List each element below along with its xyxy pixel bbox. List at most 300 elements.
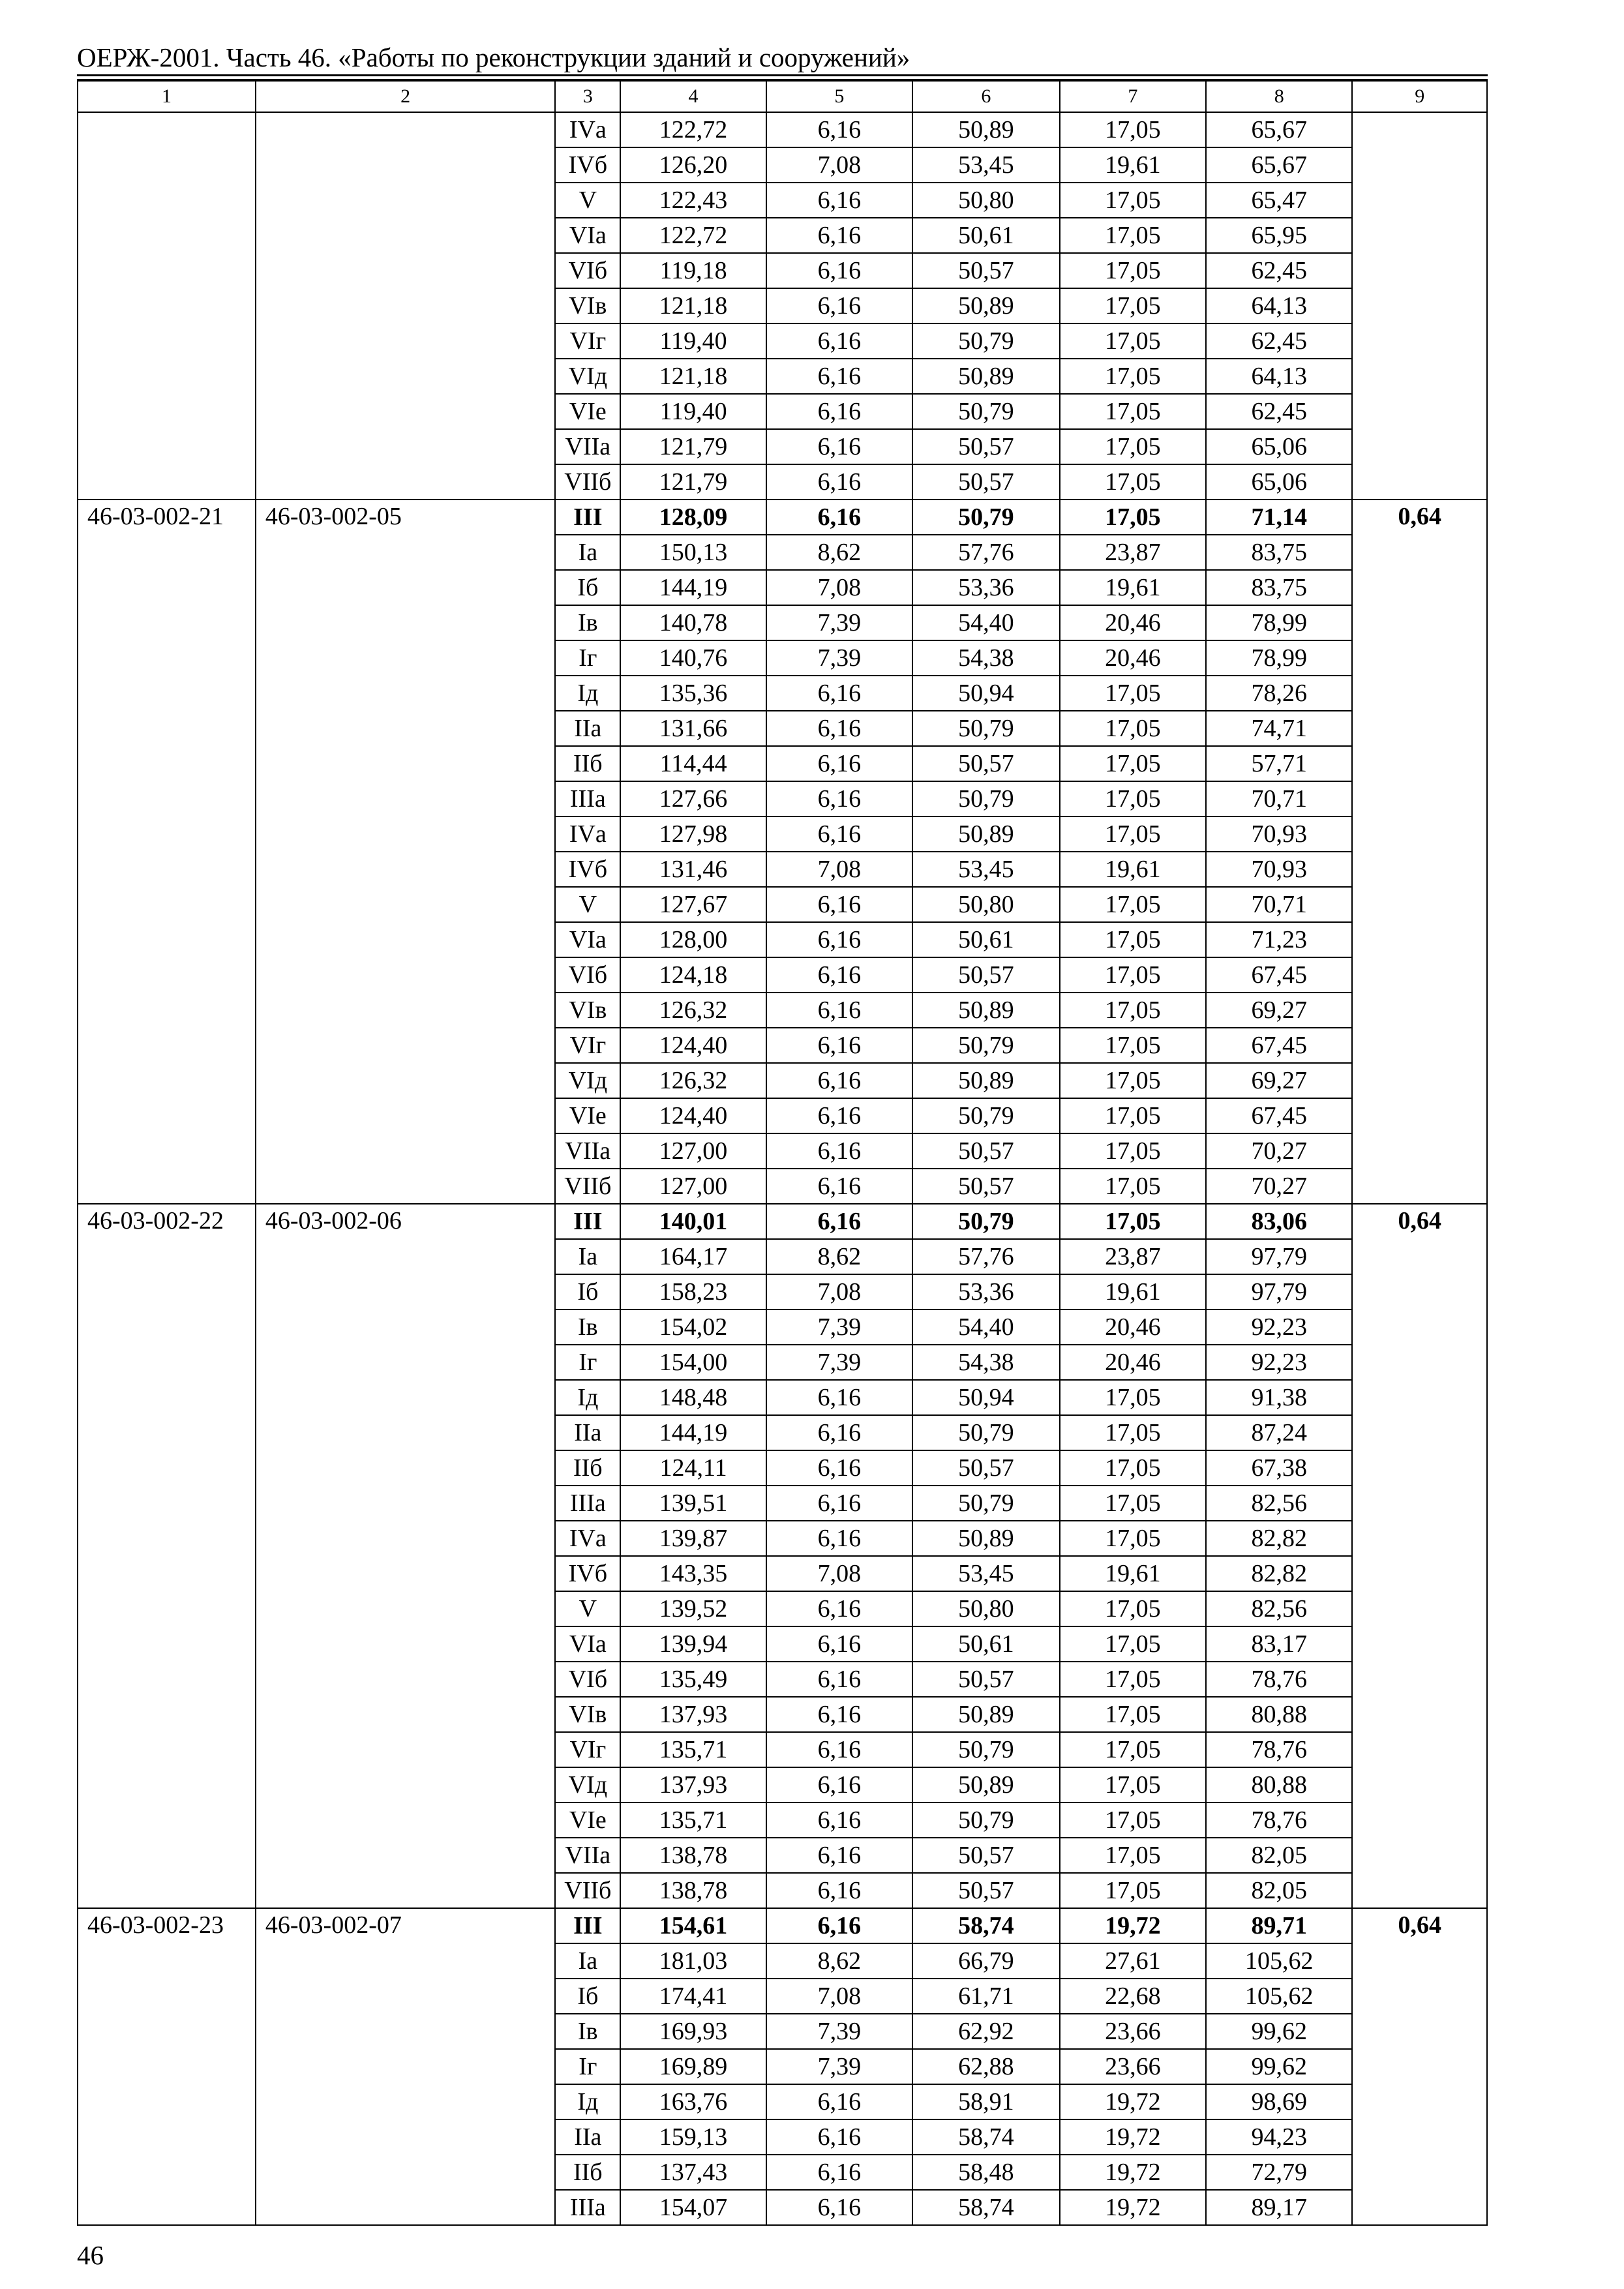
- value-cell: 121,18: [620, 359, 766, 394]
- value-cell: 127,66: [620, 781, 766, 816]
- zone-cell: V: [555, 183, 620, 218]
- zone-cell: III: [555, 1908, 620, 1943]
- value-cell: 154,07: [620, 2190, 766, 2225]
- value-cell: 64,13: [1206, 359, 1352, 394]
- value-cell: 127,67: [620, 887, 766, 922]
- zone-cell: IIб: [555, 746, 620, 781]
- table-row: [78, 500, 1487, 535]
- value-cell: 83,06: [1206, 1204, 1352, 1239]
- value-cell: 17,05: [1060, 1521, 1206, 1556]
- value-cell: 17,05: [1060, 253, 1206, 288]
- value-cell: 50,80: [912, 1591, 1059, 1626]
- zone-cell: VIа: [555, 1626, 620, 1662]
- zone-cell: VIIа: [555, 1838, 620, 1873]
- value-cell: 66,79: [912, 1943, 1059, 1979]
- value-cell: 20,46: [1060, 640, 1206, 676]
- value-cell: 50,57: [912, 1133, 1059, 1169]
- value-cell: 80,88: [1206, 1767, 1352, 1803]
- value-cell: 6,16: [766, 1591, 912, 1626]
- value-cell: 6,16: [766, 1626, 912, 1662]
- value-cell: 17,05: [1060, 1626, 1206, 1662]
- value-cell: 8,62: [766, 1239, 912, 1274]
- value-cell: 124,11: [620, 1450, 766, 1486]
- value-cell: 131,66: [620, 711, 766, 746]
- value-cell: 82,82: [1206, 1521, 1352, 1556]
- value-cell: 54,38: [912, 1345, 1059, 1380]
- zone-cell: IVб: [555, 147, 620, 183]
- zone-cell: VIе: [555, 1098, 620, 1133]
- value-cell: 57,76: [912, 535, 1059, 570]
- value-cell: 6,16: [766, 1767, 912, 1803]
- value-cell: 6,16: [766, 394, 912, 429]
- value-cell: 78,26: [1206, 676, 1352, 711]
- table-row: [78, 1908, 1487, 1943]
- value-cell: 17,05: [1060, 183, 1206, 218]
- value-cell: 70,27: [1206, 1133, 1352, 1169]
- value-cell: 17,05: [1060, 1415, 1206, 1450]
- value-cell: 50,79: [912, 1803, 1059, 1838]
- value-cell: 119,18: [620, 253, 766, 288]
- zone-cell: IIа: [555, 1415, 620, 1450]
- base-rate-code-cell: [256, 112, 555, 500]
- value-cell: 50,79: [912, 1486, 1059, 1521]
- value-cell: 6,16: [766, 1098, 912, 1133]
- zone-cell: IIа: [555, 711, 620, 746]
- value-cell: 82,82: [1206, 1556, 1352, 1591]
- value-cell: 97,79: [1206, 1274, 1352, 1309]
- zone-cell: VIв: [555, 1697, 620, 1732]
- value-cell: 54,40: [912, 605, 1059, 640]
- value-cell: 6,16: [766, 253, 912, 288]
- value-cell: 17,05: [1060, 1697, 1206, 1732]
- rate-code-cell: 46-03-002-22: [78, 1204, 256, 1908]
- value-cell: 80,88: [1206, 1697, 1352, 1732]
- value-cell: 6,16: [766, 1028, 912, 1063]
- zone-cell: IIб: [555, 1450, 620, 1486]
- zone-cell: IVа: [555, 112, 620, 147]
- value-cell: 69,27: [1206, 1063, 1352, 1098]
- value-cell: 54,40: [912, 1309, 1059, 1345]
- value-cell: 6,16: [766, 183, 912, 218]
- value-cell: 94,23: [1206, 2119, 1352, 2155]
- value-cell: 19,72: [1060, 2190, 1206, 2225]
- value-cell: 57,71: [1206, 746, 1352, 781]
- value-cell: 83,17: [1206, 1626, 1352, 1662]
- zone-cell: IIа: [555, 2119, 620, 2155]
- table-row: [78, 1204, 1487, 1239]
- zone-cell: Iа: [555, 1943, 620, 1979]
- value-cell: 19,61: [1060, 147, 1206, 183]
- value-cell: 71,14: [1206, 500, 1352, 535]
- value-cell: 70,93: [1206, 852, 1352, 887]
- value-cell: 6,16: [766, 1521, 912, 1556]
- value-cell: 78,76: [1206, 1803, 1352, 1838]
- value-cell: 127,98: [620, 816, 766, 852]
- value-cell: 53,45: [912, 852, 1059, 887]
- value-cell: 50,89: [912, 112, 1059, 147]
- value-cell: 50,57: [912, 746, 1059, 781]
- zone-cell: VIв: [555, 993, 620, 1028]
- value-cell: 50,57: [912, 429, 1059, 464]
- zone-cell: Iв: [555, 2014, 620, 2049]
- value-cell: 17,05: [1060, 1662, 1206, 1697]
- value-cell: 6,16: [766, 1133, 912, 1169]
- value-cell: 6,16: [766, 816, 912, 852]
- value-cell: 8,62: [766, 1943, 912, 1979]
- base-rate-code-cell: 46-03-002-07: [256, 1908, 555, 2225]
- value-cell: 135,71: [620, 1803, 766, 1838]
- value-cell: 7,39: [766, 1309, 912, 1345]
- zone-cell: III: [555, 1204, 620, 1239]
- value-cell: 17,05: [1060, 464, 1206, 500]
- value-cell: 137,93: [620, 1767, 766, 1803]
- value-cell: 17,05: [1060, 1838, 1206, 1873]
- value-cell: 119,40: [620, 394, 766, 429]
- value-cell: 17,05: [1060, 1063, 1206, 1098]
- zone-cell: III: [555, 500, 620, 535]
- value-cell: 105,62: [1206, 1943, 1352, 1979]
- value-cell: 140,78: [620, 605, 766, 640]
- zone-cell: Iг: [555, 640, 620, 676]
- value-cell: 143,35: [620, 1556, 766, 1591]
- value-cell: 57,76: [912, 1239, 1059, 1274]
- zone-cell: Iв: [555, 605, 620, 640]
- value-cell: 50,89: [912, 288, 1059, 323]
- value-cell: 6,16: [766, 429, 912, 464]
- value-cell: 17,05: [1060, 394, 1206, 429]
- value-cell: 58,74: [912, 2190, 1059, 2225]
- value-cell: 19,61: [1060, 1274, 1206, 1309]
- zone-cell: Iа: [555, 1239, 620, 1274]
- value-cell: 154,00: [620, 1345, 766, 1380]
- zone-cell: IVб: [555, 852, 620, 887]
- zone-cell: Iд: [555, 676, 620, 711]
- value-cell: 65,95: [1206, 218, 1352, 253]
- value-cell: 71,23: [1206, 922, 1352, 957]
- zone-cell: VIIб: [555, 1169, 620, 1204]
- value-cell: 144,19: [620, 570, 766, 605]
- zone-cell: VIд: [555, 359, 620, 394]
- zone-cell: IVа: [555, 816, 620, 852]
- value-cell: 50,57: [912, 1873, 1059, 1908]
- value-cell: 127,00: [620, 1169, 766, 1204]
- value-cell: 7,39: [766, 605, 912, 640]
- zone-cell: Iд: [555, 2084, 620, 2119]
- value-cell: 154,02: [620, 1309, 766, 1345]
- value-cell: 99,62: [1206, 2049, 1352, 2084]
- value-cell: 20,46: [1060, 1309, 1206, 1345]
- value-cell: 98,69: [1206, 2084, 1352, 2119]
- value-cell: 164,17: [620, 1239, 766, 1274]
- value-cell: 19,61: [1060, 852, 1206, 887]
- value-cell: 50,57: [912, 253, 1059, 288]
- value-cell: 148,48: [620, 1380, 766, 1415]
- value-cell: 19,61: [1060, 570, 1206, 605]
- zone-cell: VIа: [555, 218, 620, 253]
- zone-cell: IIIа: [555, 2190, 620, 2225]
- value-cell: 119,40: [620, 323, 766, 359]
- value-cell: 78,99: [1206, 640, 1352, 676]
- value-cell: 67,45: [1206, 1098, 1352, 1133]
- value-cell: 50,89: [912, 1063, 1059, 1098]
- value-cell: 7,08: [766, 1556, 912, 1591]
- value-cell: 126,32: [620, 1063, 766, 1098]
- value-cell: 135,36: [620, 676, 766, 711]
- value-cell: 17,05: [1060, 218, 1206, 253]
- value-cell: 23,66: [1060, 2049, 1206, 2084]
- value-cell: 50,94: [912, 676, 1059, 711]
- value-cell: 17,05: [1060, 359, 1206, 394]
- value-cell: 181,03: [620, 1943, 766, 1979]
- value-cell: 50,79: [912, 323, 1059, 359]
- zone-cell: VIе: [555, 1803, 620, 1838]
- value-cell: 6,16: [766, 112, 912, 147]
- value-cell: 6,16: [766, 1063, 912, 1098]
- value-cell: 17,05: [1060, 711, 1206, 746]
- value-cell: 7,08: [766, 852, 912, 887]
- coefficient-cell: 0,64: [1352, 500, 1487, 1204]
- zone-cell: Iб: [555, 570, 620, 605]
- value-cell: 50,61: [912, 922, 1059, 957]
- zone-cell: IIIа: [555, 1486, 620, 1521]
- value-cell: 50,89: [912, 1521, 1059, 1556]
- value-cell: 23,87: [1060, 535, 1206, 570]
- zone-cell: VIг: [555, 1028, 620, 1063]
- value-cell: 17,05: [1060, 816, 1206, 852]
- zone-cell: VIб: [555, 1662, 620, 1697]
- value-cell: 65,67: [1206, 112, 1352, 147]
- value-cell: 50,79: [912, 1415, 1059, 1450]
- value-cell: 6,16: [766, 676, 912, 711]
- value-cell: 87,24: [1206, 1415, 1352, 1450]
- value-cell: 92,23: [1206, 1345, 1352, 1380]
- value-cell: 17,05: [1060, 957, 1206, 993]
- column-number-cell: 2: [256, 81, 555, 112]
- zone-cell: V: [555, 1591, 620, 1626]
- value-cell: 6,16: [766, 1873, 912, 1908]
- value-cell: 6,16: [766, 2155, 912, 2190]
- value-cell: 50,79: [912, 1732, 1059, 1767]
- value-cell: 22,68: [1060, 1979, 1206, 2014]
- value-cell: 7,39: [766, 1345, 912, 1380]
- value-cell: 135,71: [620, 1732, 766, 1767]
- value-cell: 50,57: [912, 1169, 1059, 1204]
- value-cell: 144,19: [620, 1415, 766, 1450]
- value-cell: 17,05: [1060, 1803, 1206, 1838]
- zone-cell: VIв: [555, 288, 620, 323]
- value-cell: 17,05: [1060, 112, 1206, 147]
- value-cell: 17,05: [1060, 746, 1206, 781]
- value-cell: 67,45: [1206, 1028, 1352, 1063]
- value-cell: 7,39: [766, 2014, 912, 2049]
- value-cell: 27,61: [1060, 1943, 1206, 1979]
- table-row: [78, 112, 1487, 147]
- column-number-row: [78, 81, 1487, 112]
- value-cell: 50,89: [912, 359, 1059, 394]
- zone-cell: VIб: [555, 253, 620, 288]
- value-cell: 50,57: [912, 957, 1059, 993]
- zone-cell: VIб: [555, 957, 620, 993]
- value-cell: 72,79: [1206, 2155, 1352, 2190]
- value-cell: 62,45: [1206, 394, 1352, 429]
- value-cell: 17,05: [1060, 922, 1206, 957]
- column-number-cell: 1: [78, 81, 256, 112]
- value-cell: 82,56: [1206, 1591, 1352, 1626]
- value-cell: 19,72: [1060, 2084, 1206, 2119]
- value-cell: 6,16: [766, 2190, 912, 2225]
- value-cell: 6,16: [766, 746, 912, 781]
- value-cell: 7,08: [766, 1979, 912, 2014]
- value-cell: 127,00: [620, 1133, 766, 1169]
- value-cell: 70,71: [1206, 781, 1352, 816]
- value-cell: 50,79: [912, 500, 1059, 535]
- value-cell: 139,94: [620, 1626, 766, 1662]
- rate-code-cell: 46-03-002-23: [78, 1908, 256, 2225]
- zone-cell: VIIа: [555, 429, 620, 464]
- value-cell: 6,16: [766, 2119, 912, 2155]
- zone-cell: Iд: [555, 1380, 620, 1415]
- value-cell: 70,93: [1206, 816, 1352, 852]
- value-cell: 128,09: [620, 500, 766, 535]
- zone-cell: V: [555, 887, 620, 922]
- zone-cell: VIе: [555, 394, 620, 429]
- value-cell: 69,27: [1206, 993, 1352, 1028]
- value-cell: 53,36: [912, 570, 1059, 605]
- value-cell: 154,61: [620, 1908, 766, 1943]
- zone-cell: Iг: [555, 1345, 620, 1380]
- value-cell: 61,71: [912, 1979, 1059, 2014]
- value-cell: 91,38: [1206, 1380, 1352, 1415]
- zone-cell: Iг: [555, 2049, 620, 2084]
- value-cell: 126,32: [620, 993, 766, 1028]
- coefficient-cell: 0,64: [1352, 1908, 1487, 2225]
- value-cell: 83,75: [1206, 535, 1352, 570]
- value-cell: 121,79: [620, 429, 766, 464]
- column-number-cell: 5: [766, 81, 912, 112]
- zone-cell: Iб: [555, 1274, 620, 1309]
- value-cell: 6,16: [766, 218, 912, 253]
- value-cell: 6,16: [766, 288, 912, 323]
- value-cell: 19,72: [1060, 2155, 1206, 2190]
- value-cell: 122,43: [620, 183, 766, 218]
- value-cell: 6,16: [766, 1908, 912, 1943]
- value-cell: 67,45: [1206, 957, 1352, 993]
- value-cell: 17,05: [1060, 323, 1206, 359]
- value-cell: 17,05: [1060, 1591, 1206, 1626]
- value-cell: 17,05: [1060, 288, 1206, 323]
- value-cell: 62,92: [912, 2014, 1059, 2049]
- value-cell: 50,79: [912, 781, 1059, 816]
- zone-cell: VIIб: [555, 464, 620, 500]
- column-number-cell: 6: [912, 81, 1059, 112]
- value-cell: 50,80: [912, 183, 1059, 218]
- value-cell: 92,23: [1206, 1309, 1352, 1345]
- value-cell: 169,93: [620, 2014, 766, 2049]
- value-cell: 6,16: [766, 922, 912, 957]
- value-cell: 169,89: [620, 2049, 766, 2084]
- value-cell: 50,94: [912, 1380, 1059, 1415]
- value-cell: 97,79: [1206, 1239, 1352, 1274]
- value-cell: 70,71: [1206, 887, 1352, 922]
- value-cell: 50,57: [912, 1838, 1059, 1873]
- column-number-cell: 9: [1352, 81, 1487, 112]
- value-cell: 17,05: [1060, 500, 1206, 535]
- value-cell: 62,45: [1206, 323, 1352, 359]
- value-cell: 17,05: [1060, 429, 1206, 464]
- value-cell: 6,16: [766, 1380, 912, 1415]
- value-cell: 50,79: [912, 394, 1059, 429]
- value-cell: 67,38: [1206, 1450, 1352, 1486]
- value-cell: 23,87: [1060, 1239, 1206, 1274]
- value-cell: 114,44: [620, 746, 766, 781]
- value-cell: 128,00: [620, 922, 766, 957]
- value-cell: 17,05: [1060, 887, 1206, 922]
- value-cell: 58,91: [912, 2084, 1059, 2119]
- value-cell: 23,66: [1060, 2014, 1206, 2049]
- value-cell: 6,16: [766, 1204, 912, 1239]
- value-cell: 6,16: [766, 2084, 912, 2119]
- value-cell: 17,05: [1060, 1133, 1206, 1169]
- base-rate-code-cell: 46-03-002-05: [256, 500, 555, 1204]
- value-cell: 140,76: [620, 640, 766, 676]
- value-cell: 6,16: [766, 500, 912, 535]
- value-cell: 150,13: [620, 535, 766, 570]
- value-cell: 105,62: [1206, 1979, 1352, 2014]
- zone-cell: VIа: [555, 922, 620, 957]
- value-cell: 17,05: [1060, 993, 1206, 1028]
- rate-code-cell: [78, 112, 256, 500]
- zone-cell: Iб: [555, 1979, 620, 2014]
- value-cell: 58,74: [912, 1908, 1059, 1943]
- value-cell: 50,89: [912, 993, 1059, 1028]
- value-cell: 6,16: [766, 359, 912, 394]
- zone-cell: IVб: [555, 1556, 620, 1591]
- column-number-cell: 8: [1206, 81, 1352, 112]
- rates-table: [77, 80, 1488, 2226]
- value-cell: 50,79: [912, 711, 1059, 746]
- value-cell: 122,72: [620, 218, 766, 253]
- value-cell: 50,57: [912, 1450, 1059, 1486]
- value-cell: 65,47: [1206, 183, 1352, 218]
- zone-cell: VIIа: [555, 1133, 620, 1169]
- value-cell: 138,78: [620, 1873, 766, 1908]
- value-cell: 6,16: [766, 957, 912, 993]
- value-cell: 6,16: [766, 464, 912, 500]
- header-rule-thick: [77, 74, 1488, 76]
- value-cell: 124,40: [620, 1098, 766, 1133]
- value-cell: 17,05: [1060, 676, 1206, 711]
- value-cell: 78,99: [1206, 605, 1352, 640]
- value-cell: 6,16: [766, 993, 912, 1028]
- value-cell: 50,79: [912, 1028, 1059, 1063]
- zone-cell: VIг: [555, 323, 620, 359]
- value-cell: 82,05: [1206, 1873, 1352, 1908]
- value-cell: 83,75: [1206, 570, 1352, 605]
- value-cell: 64,13: [1206, 288, 1352, 323]
- value-cell: 139,87: [620, 1521, 766, 1556]
- value-cell: 53,36: [912, 1274, 1059, 1309]
- value-cell: 50,89: [912, 1697, 1059, 1732]
- zone-cell: VIг: [555, 1732, 620, 1767]
- value-cell: 6,16: [766, 887, 912, 922]
- page-header-title: ОЕРЖ-2001. Часть 46. «Работы по реконструкции зданий и сооружений»: [77, 42, 910, 72]
- value-cell: 137,43: [620, 2155, 766, 2190]
- page-number: 46: [77, 2240, 104, 2270]
- value-cell: 6,16: [766, 1732, 912, 1767]
- value-cell: 6,16: [766, 1838, 912, 1873]
- value-cell: 17,05: [1060, 1380, 1206, 1415]
- rate-code-cell: 46-03-002-21: [78, 500, 256, 1204]
